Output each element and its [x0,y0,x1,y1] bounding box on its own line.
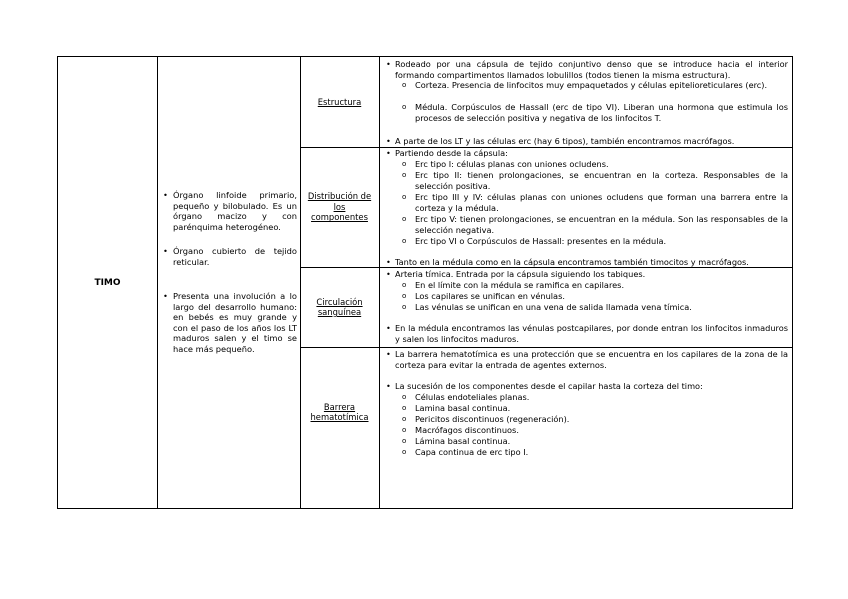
sub-list-item: o Pericitos discontinuos (regeneración). [415,414,788,425]
feature-item: • Órgano cubierto de tejido reticular. [173,246,297,267]
feature-item: • Presenta una involución a lo largo del desarrollo humano: en bebés es muy grande y con el paso de los años los LT maduros salen y el timo se hace más pequeño. [173,291,297,354]
section-label-barrera: Barrera hematotímica [310,401,369,422]
list-item: • Tanto en la médula como en la cápsula encontramos también timocitos y macrófagos. [395,257,788,268]
list-item: • Partiendo desde la cápsula: [395,148,788,159]
list-item: • En la médula encontramos las vénulas postcapilares, por donde entran los linfocitos inmaduros y salen los linfocitos maduros. [395,323,788,344]
sub-list-item: o Erc tipo III y IV: células planas con uniones ocludens que forman una barrera entre la corteza y la médula. [415,192,788,213]
sub-list-item: o Médula. Corpúsculos de Hassall (erc de tipo VI). Liberan una hormona que estimula los procesos de selección positiva y negativa de los linfocitos T. [415,102,788,123]
section-content-estructura [379,57,792,147]
section-content-circulacion [379,267,792,347]
organ-title: TIMO [94,277,121,288]
section-content-distribucion [379,147,792,267]
section-label-circulacion: Circulación sanguínea [316,296,363,317]
list-item: • Arteria tímica. Entrada por la cápsula siguiendo los tabiques. [395,269,788,280]
sub-list-item: o Lámina basal continua. [415,436,788,447]
sub-list-item: o Erc tipo I: células planas con uniones ocludens. [415,159,788,170]
list-item: • A parte de los LT y las células erc (hay 6 tipos), también encontramos macrófagos. [395,136,788,147]
list-item: • La barrera hematotímica es una protección que se encuentra en los capilares de la zona de la corteza para evitar la entrada de agentes externos. [395,349,788,370]
sub-list-item: o Corteza. Presencia de linfocitos muy empaquetados y células epitelioreticulares (erc). [415,80,788,91]
list-item: • La sucesión de los componentes desde el capilar hasta la corteza del timo: [395,381,788,392]
sub-list-item: o Lamina basal continua. [415,403,788,414]
feature-item: • Órgano linfoide primario, pequeño y bilobulado. Es un órgano macizo y con parénquima heterogéneo. [173,190,297,232]
sub-list-item: o Células endoteliales planas. [415,392,788,403]
general-features-cell [157,57,300,508]
sub-list-item: o Erc tipo VI o Corpúsculos de Hassall: presentes en la médula. [415,236,788,247]
section-label-estructura: Estructura [317,96,362,107]
section-label-distribucion: Distribución de los componentes [307,191,372,223]
sub-list-item: o Las vénulas se unifican en una vena de salida llamada vena tímica. [415,302,788,313]
section-content-barrera [379,347,792,507]
sub-list-item: o Macrófagos discontinuos. [415,425,788,436]
sub-list-item: o Los capilares se unifican en vénulas. [415,291,788,302]
list-item: • Rodeado por una cápsula de tejido conjuntivo denso que se introduce hacia el interior formando compartimentos llamados lobulillos (todos tienen la misma estructura). [395,59,788,80]
sub-list-item: o Capa continua de erc tipo I. [415,447,788,458]
sub-list-item: o Erc tipo V: tienen prolongaciones, se encuentran en la médula. Son las responsables de la selección negativa. [415,214,788,235]
sub-list-item: o En el límite con la médula se ramifica en capilares. [415,280,788,291]
timo-table [57,56,793,509]
sub-list-item: o Erc tipo II: tienen prolongaciones, se encuentran en la corteza. Responsables de la selección positiva. [415,170,788,191]
